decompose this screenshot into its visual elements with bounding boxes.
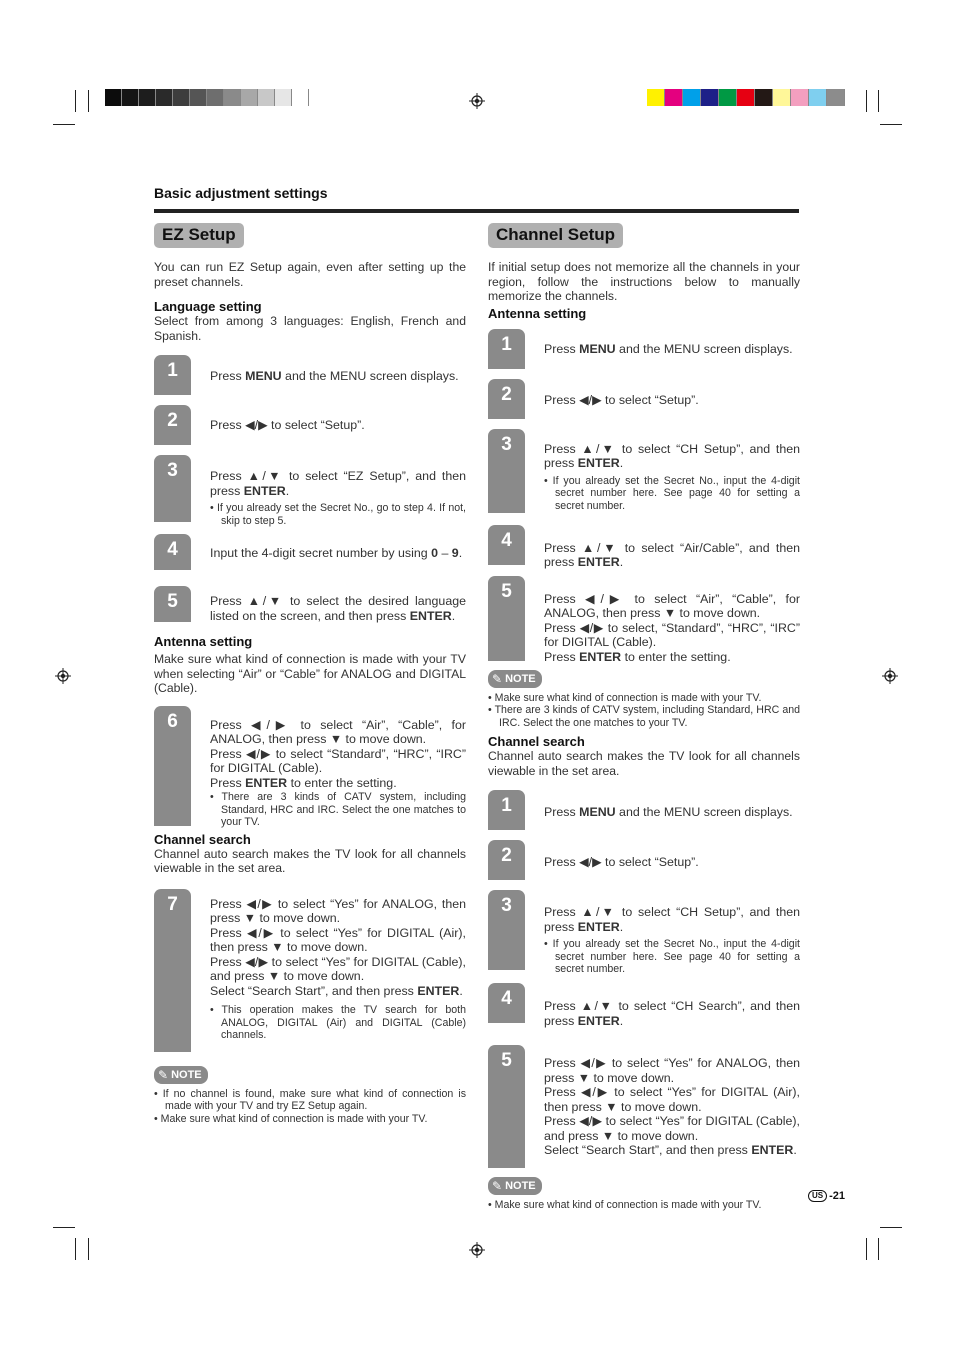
page-number-text: -21 <box>829 1190 846 1202</box>
step-text: Input the 4-digit secret number by using 0 – 9. <box>210 546 463 560</box>
search-step-4 <box>488 983 800 1028</box>
search-step-1 <box>488 790 800 830</box>
channel-search-heading: Channel search <box>154 831 251 847</box>
step-number: 3 <box>167 460 178 481</box>
search-step-2 <box>488 840 800 880</box>
color-swatch <box>809 89 827 106</box>
step-text: Press ▲/▼ to select “CH Setup”, and then press ENTER. • If you already set the Secret No., input the 4-digit secret number here. See page 40 for setting a secret number. <box>544 441 800 512</box>
color-swatch <box>737 89 755 106</box>
registration-mark-icon <box>882 668 898 684</box>
note-block <box>488 670 800 730</box>
step-text: Press ▲/▼ to select “CH Search”, and then press ENTER. <box>544 999 800 1028</box>
step-number: 5 <box>167 591 178 612</box>
section-rule <box>154 209 799 213</box>
step-text: Press ▲/▼ to select “EZ Setup”, and then press ENTER. • If you already set the Secret No., go to step 4. If not, skip to step 5. <box>210 469 466 527</box>
color-swatch <box>647 89 665 106</box>
color-swatch <box>827 89 845 106</box>
pencil-icon: ✎ <box>158 1067 169 1082</box>
antenna-setting-heading: Antenna setting <box>154 634 253 649</box>
step-text: Press ▲/▼ to select the desired language listed on the screen, and then press ENTER. <box>210 594 466 623</box>
note-list: • Make sure what kind of connection is made with your TV. • There are 3 kinds of CATV system, including Standard, HRC and IRC. Select the one matches to your TV. <box>488 691 800 729</box>
step-text: Press MENU and the MENU screen displays. <box>544 805 793 819</box>
channel-setup-intro: If initial setup does not memorize all the channels in your region, follow the instructions below to manually memorize the channels. <box>488 260 800 303</box>
crop-mark <box>880 124 902 125</box>
note-block <box>154 1066 466 1126</box>
color-swatch <box>241 89 258 106</box>
step-number: 7 <box>167 893 178 915</box>
antenna-setting-heading: Antenna setting <box>488 305 587 321</box>
step-bullet: • There are 3 kinds of CATV system, including Standard, HRC and IRC. Select the one matches to your TV. <box>210 791 466 828</box>
step-number: 3 <box>501 433 512 455</box>
antenna-step-1 <box>488 329 800 369</box>
channel-search-text: Channel auto search makes the TV look for all channels viewable in the set area. <box>154 846 466 875</box>
crop-mark <box>88 1238 89 1260</box>
step-bullet: • If you already set the Secret No., input the 4-digit secret number here. See page 40 for setting a secret number. <box>544 474 800 512</box>
ez-step-2 <box>154 405 466 445</box>
color-swatch <box>156 89 173 106</box>
pencil-icon: ✎ <box>492 671 503 686</box>
step-text: Press ◀/▶ to select “Yes” for ANALOG, then press ▼ to move down. Press ◀/▶ to select “Yes” for DIGITAL (Air), then press ▼ to move down. Press ◀/▶ to select “Yes” for DIGITAL (Cable), and press ▼ to move down. Select “Search Start”, and then press ENTER. <box>544 1056 800 1157</box>
step-text: Press ▲/▼ to select “Air/Cable”, and then press ENTER. <box>544 540 800 569</box>
note-list: • Make sure what kind of connection is made with your TV. <box>488 1199 762 1211</box>
color-swatch <box>719 89 737 106</box>
language-setting-text: Select from among 3 languages: English, French and Spanish. <box>154 314 466 343</box>
color-swatch <box>139 89 156 106</box>
step-bullet: • This operation makes the TV search for both ANALOG, DIGITAL (Air) and DIGITAL (Cable) channels. <box>210 1004 466 1041</box>
ez-step-7 <box>154 889 466 1052</box>
color-swatch <box>701 89 719 106</box>
step-number: 2 <box>167 410 178 431</box>
crop-mark <box>878 90 879 112</box>
channel-setup-column <box>488 220 800 1212</box>
step-number: 3 <box>501 895 512 916</box>
step-number: 4 <box>501 529 512 551</box>
crop-mark <box>53 1227 75 1228</box>
color-swatch <box>683 89 701 106</box>
step-number: 1 <box>501 795 512 816</box>
process-color-bar <box>647 89 845 106</box>
step-number: 1 <box>501 333 512 355</box>
color-swatch <box>224 89 241 106</box>
ez-step-4 <box>154 534 466 574</box>
color-swatch <box>773 89 791 106</box>
ez-setup-title: EZ Setup <box>154 223 244 248</box>
color-swatch <box>755 89 773 106</box>
step-text: Press ◀/▶ to select “Setup”. <box>210 418 365 432</box>
color-swatch <box>258 89 275 106</box>
pencil-icon: ✎ <box>492 1179 503 1193</box>
color-swatch <box>665 89 683 106</box>
ez-setup-intro: You can run EZ Setup again, even after setting up the preset channels. <box>154 260 466 289</box>
antenna-step-4 <box>488 525 800 569</box>
crop-mark <box>866 1238 867 1260</box>
step-number: 5 <box>501 580 512 602</box>
region-badge: US <box>808 1190 827 1202</box>
color-swatch <box>122 89 139 106</box>
registration-mark-icon <box>469 93 485 109</box>
step-text: Press ▲/▼ to select “CH Setup”, and then press ENTER. • If you already set the Secret No., input the 4-digit secret number here. See page 40 for setting a secret number. <box>544 905 800 975</box>
search-step-5 <box>488 1045 800 1168</box>
color-swatch <box>173 89 190 106</box>
step-bullet: • If you already set the Secret No., go to step 4. If not, skip to step 5. <box>210 502 466 527</box>
step-text: Press ◀/▶ to select “Setup”. <box>544 392 699 407</box>
step-number: 6 <box>167 710 178 732</box>
channel-setup-title: Channel Setup <box>488 223 623 248</box>
search-step-3 <box>488 890 800 975</box>
channel-search-heading: Channel search <box>488 734 585 749</box>
ez-setup-column <box>154 220 466 1125</box>
step-number: 4 <box>501 988 512 1009</box>
step-text: Press ◀/▶ to select “Air”, “Cable”, for ANALOG, then press ▼ to move down. Press ◀/▶ to select, “Standard”, “HRC”, “IRC” for DIGITAL (Cable). Press ENTER to enter the setting. <box>544 591 800 664</box>
color-swatch <box>791 89 809 106</box>
ez-step-6 <box>154 706 466 826</box>
step-number: 5 <box>501 1050 512 1071</box>
registration-mark-icon <box>469 1242 485 1258</box>
note-badge: ✎ NOTE <box>488 1177 542 1195</box>
ez-step-1 <box>154 355 466 395</box>
step-number: 2 <box>501 845 512 866</box>
step-number: 2 <box>501 383 512 405</box>
antenna-step-2 <box>488 379 800 419</box>
color-swatch <box>105 89 122 106</box>
color-swatch <box>292 89 309 106</box>
note-badge: ✎ NOTE <box>154 1066 208 1084</box>
color-swatch <box>190 89 207 106</box>
color-swatch <box>207 89 224 106</box>
crop-mark <box>880 1227 902 1228</box>
crop-mark <box>88 90 89 112</box>
note-block <box>488 1177 800 1212</box>
registration-mark-icon <box>55 668 71 684</box>
step-text: Press ◀/▶ to select “Air”, “Cable”, for ANALOG, then press ▼ to move down. Press ◀/▶ to select “Standard”, “HRC”, “IRC” for DIGITAL (Cable). Press ENTER to enter the setting. • There are 3 kinds of CATV system, including Standard, HRC and IRC. Select the one matches to your TV. <box>210 717 466 828</box>
note-badge: ✎ NOTE <box>488 670 542 688</box>
language-setting-heading: Language setting <box>154 299 262 314</box>
antenna-step-3 <box>488 429 800 513</box>
crop-mark <box>878 1238 879 1260</box>
step-bullet: • If you already set the Secret No., input the 4-digit secret number here. See page 40 for setting a secret number. <box>544 938 800 975</box>
crop-mark <box>866 90 867 112</box>
crop-mark <box>75 90 76 112</box>
channel-search-text: Channel auto search makes the TV look for all channels viewable in the set area. <box>488 749 800 778</box>
section-title: Basic adjustment settings <box>154 185 328 201</box>
ez-step-3 <box>154 455 466 527</box>
antenna-step-5 <box>488 576 800 664</box>
step-number: 1 <box>167 360 178 381</box>
antenna-setting-text: Make sure what kind of connection is made with your TV when selecting “Air” or “Cable” for ANALOG and DIGITAL (Cable). <box>154 652 466 695</box>
page-number <box>808 1190 845 1202</box>
crop-mark <box>75 1238 76 1260</box>
step-number: 4 <box>167 539 178 560</box>
crop-mark <box>53 124 75 125</box>
grayscale-color-bar <box>105 89 309 106</box>
step-text: Press MENU and the MENU screen displays. <box>544 341 793 356</box>
step-text: Press ◀/▶ to select “Yes” for ANALOG, then press ▼ to move down. Press ◀/▶ to select “Yes” for DIGITAL (Air), then press ▼ to move down. Press ◀/▶ to select “Yes” for DIGITAL (Cable), and press ▼ to move down. Select “Search Start”, and then press ENTER. • This operation makes the TV search for both ANALOG, DIGITAL (Air) and DIGITAL (Cable) channels. <box>210 896 466 1041</box>
step-text: Press ◀/▶ to select “Setup”. <box>544 855 699 869</box>
color-swatch <box>275 89 292 106</box>
note-list: • If no channel is found, make sure what kind of connection is made with your TV and try EZ Setup again. • Make sure what kind of connection is made with your TV. <box>154 1087 466 1125</box>
ez-step-5 <box>154 586 466 626</box>
step-text: Press MENU and the MENU screen displays. <box>210 369 459 383</box>
